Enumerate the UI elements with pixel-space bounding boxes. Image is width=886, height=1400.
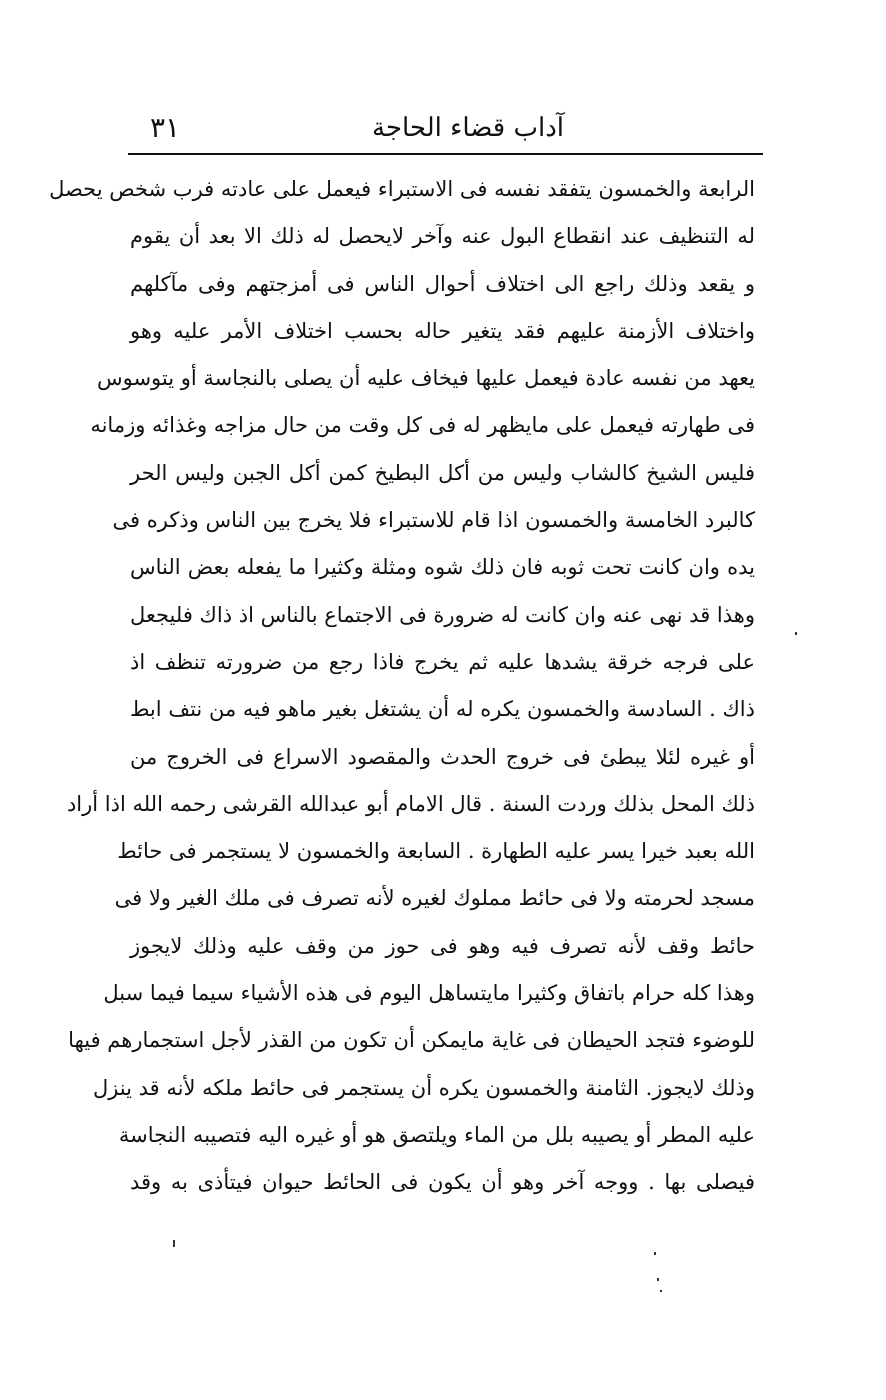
text-line: وذلك لايجوز. الثامنة والخمسون يكره أن يستجمر فى حائط ملكه لأنه قد ينزل: [92, 1075, 755, 1100]
chapter-title: آداب قضاء الحاجة: [371, 113, 565, 143]
text-line: واختلاف الأزمنة عليهم فقد يتغير حاله بحسب اختلاف الأمر عليه وهو: [130, 318, 755, 343]
body-text: [49, 166, 755, 1207]
text-line: يعهد من نفسه عادة فيعمل عليها فيخاف عليه أن يصلى بالنجاسة أو يتوسوس: [96, 366, 755, 391]
text-line: و يقعد وذلك راجع الى اختلاف أحوال الناس فى أمزجتهم وفى مآكلهم: [130, 271, 755, 296]
running-header: [128, 108, 763, 148]
text-line: ذلك المحل بذلك وردت السنة . قال الامام أبو عبدالله القرشى رحمه الله اذا أراد: [66, 791, 755, 816]
text-line: مسجد لحرمته ولا فى حائط مملوك لغيره لأنه تصرف فى ملك الغير ولا فى: [114, 886, 755, 911]
text-line: وهذا قد نهى عنه وان كانت له ضرورة فى الاجتماع بالناس اذ ذاك فليجعل: [129, 602, 755, 627]
header-rule: [128, 153, 763, 155]
scan-speck: [657, 1278, 659, 1281]
page-number: ٣١: [150, 111, 181, 144]
text-line: فى طهارته فيعمل على مايظهر له فى كل وقت من حال مزاجه وغذائه وزمانه: [90, 413, 755, 438]
text-line: حائط وقف لأنه تصرف فيه وهو فى حوز من وقف عليه وذلك لايجوز: [130, 933, 755, 958]
text-line: الرابعة والخمسون يتفقد نفسه فى الاستبراء فيعمل على عادته فرب شخص يحصل: [49, 177, 755, 201]
scan-speck: [660, 1290, 662, 1292]
scan-speck: [795, 632, 797, 635]
text-line: عليه المطر أو يصيبه بلل من الماء ويلتصق هو أو غيره اليه فتصيبه النجاسة: [118, 1122, 755, 1147]
text-line: كالبرد الخامسة والخمسون اذا قام للاستبراء فلا يخرج بين الناس وذكره فى: [112, 508, 755, 533]
text-line: على فرجه خرقة يشدها عليه ثم يخرج فاذا رجع من ضرورته تنظف اذ: [130, 649, 755, 674]
text-line: فيصلى بها . ووجه آخر وهو أن يكون فى الحائط حيوان فيتأذى به وقد: [130, 1170, 755, 1195]
text-line: للوضوء فتجد الحيطان فى غاية مايمكن أن تكون من القذر لأجل استجمارهم فيها: [68, 1028, 755, 1053]
text-line: وهذا كله حرام باتفاق وكثيرا مايتساهل اليوم فى هذه الأشياء سيما فيما سبل: [103, 981, 755, 1006]
text-line: يده وان كانت تحت ثوبه فان ذلك شوه ومثلة وكثيرا ما يفعله بعض الناس: [130, 555, 755, 580]
text-line: فليس الشيخ كالشاب وليس من أكل البطيخ كمن أكل الجبن وليس الحر: [130, 460, 755, 485]
text-line: الله بعبد خيرا يسر عليه الطهارة . السابعة والخمسون لا يستجمر فى حائط: [117, 839, 755, 864]
scan-speck: [654, 1252, 656, 1255]
text-line: ذاك . السادسة والخمسون يكره له أن يشتغل بغير ماهو فيه من نتف ابط: [130, 697, 755, 722]
text-line: له التنظيف عند انقطاع البول عنه وآخر لايحصل له ذلك الا بعد أن يقوم: [130, 224, 755, 249]
scan-speck: [173, 1240, 175, 1247]
text-line: أو غيره لئلا يبطئ فى خروج الحدث والمقصود الاسراع فى الخروج من: [130, 744, 755, 769]
